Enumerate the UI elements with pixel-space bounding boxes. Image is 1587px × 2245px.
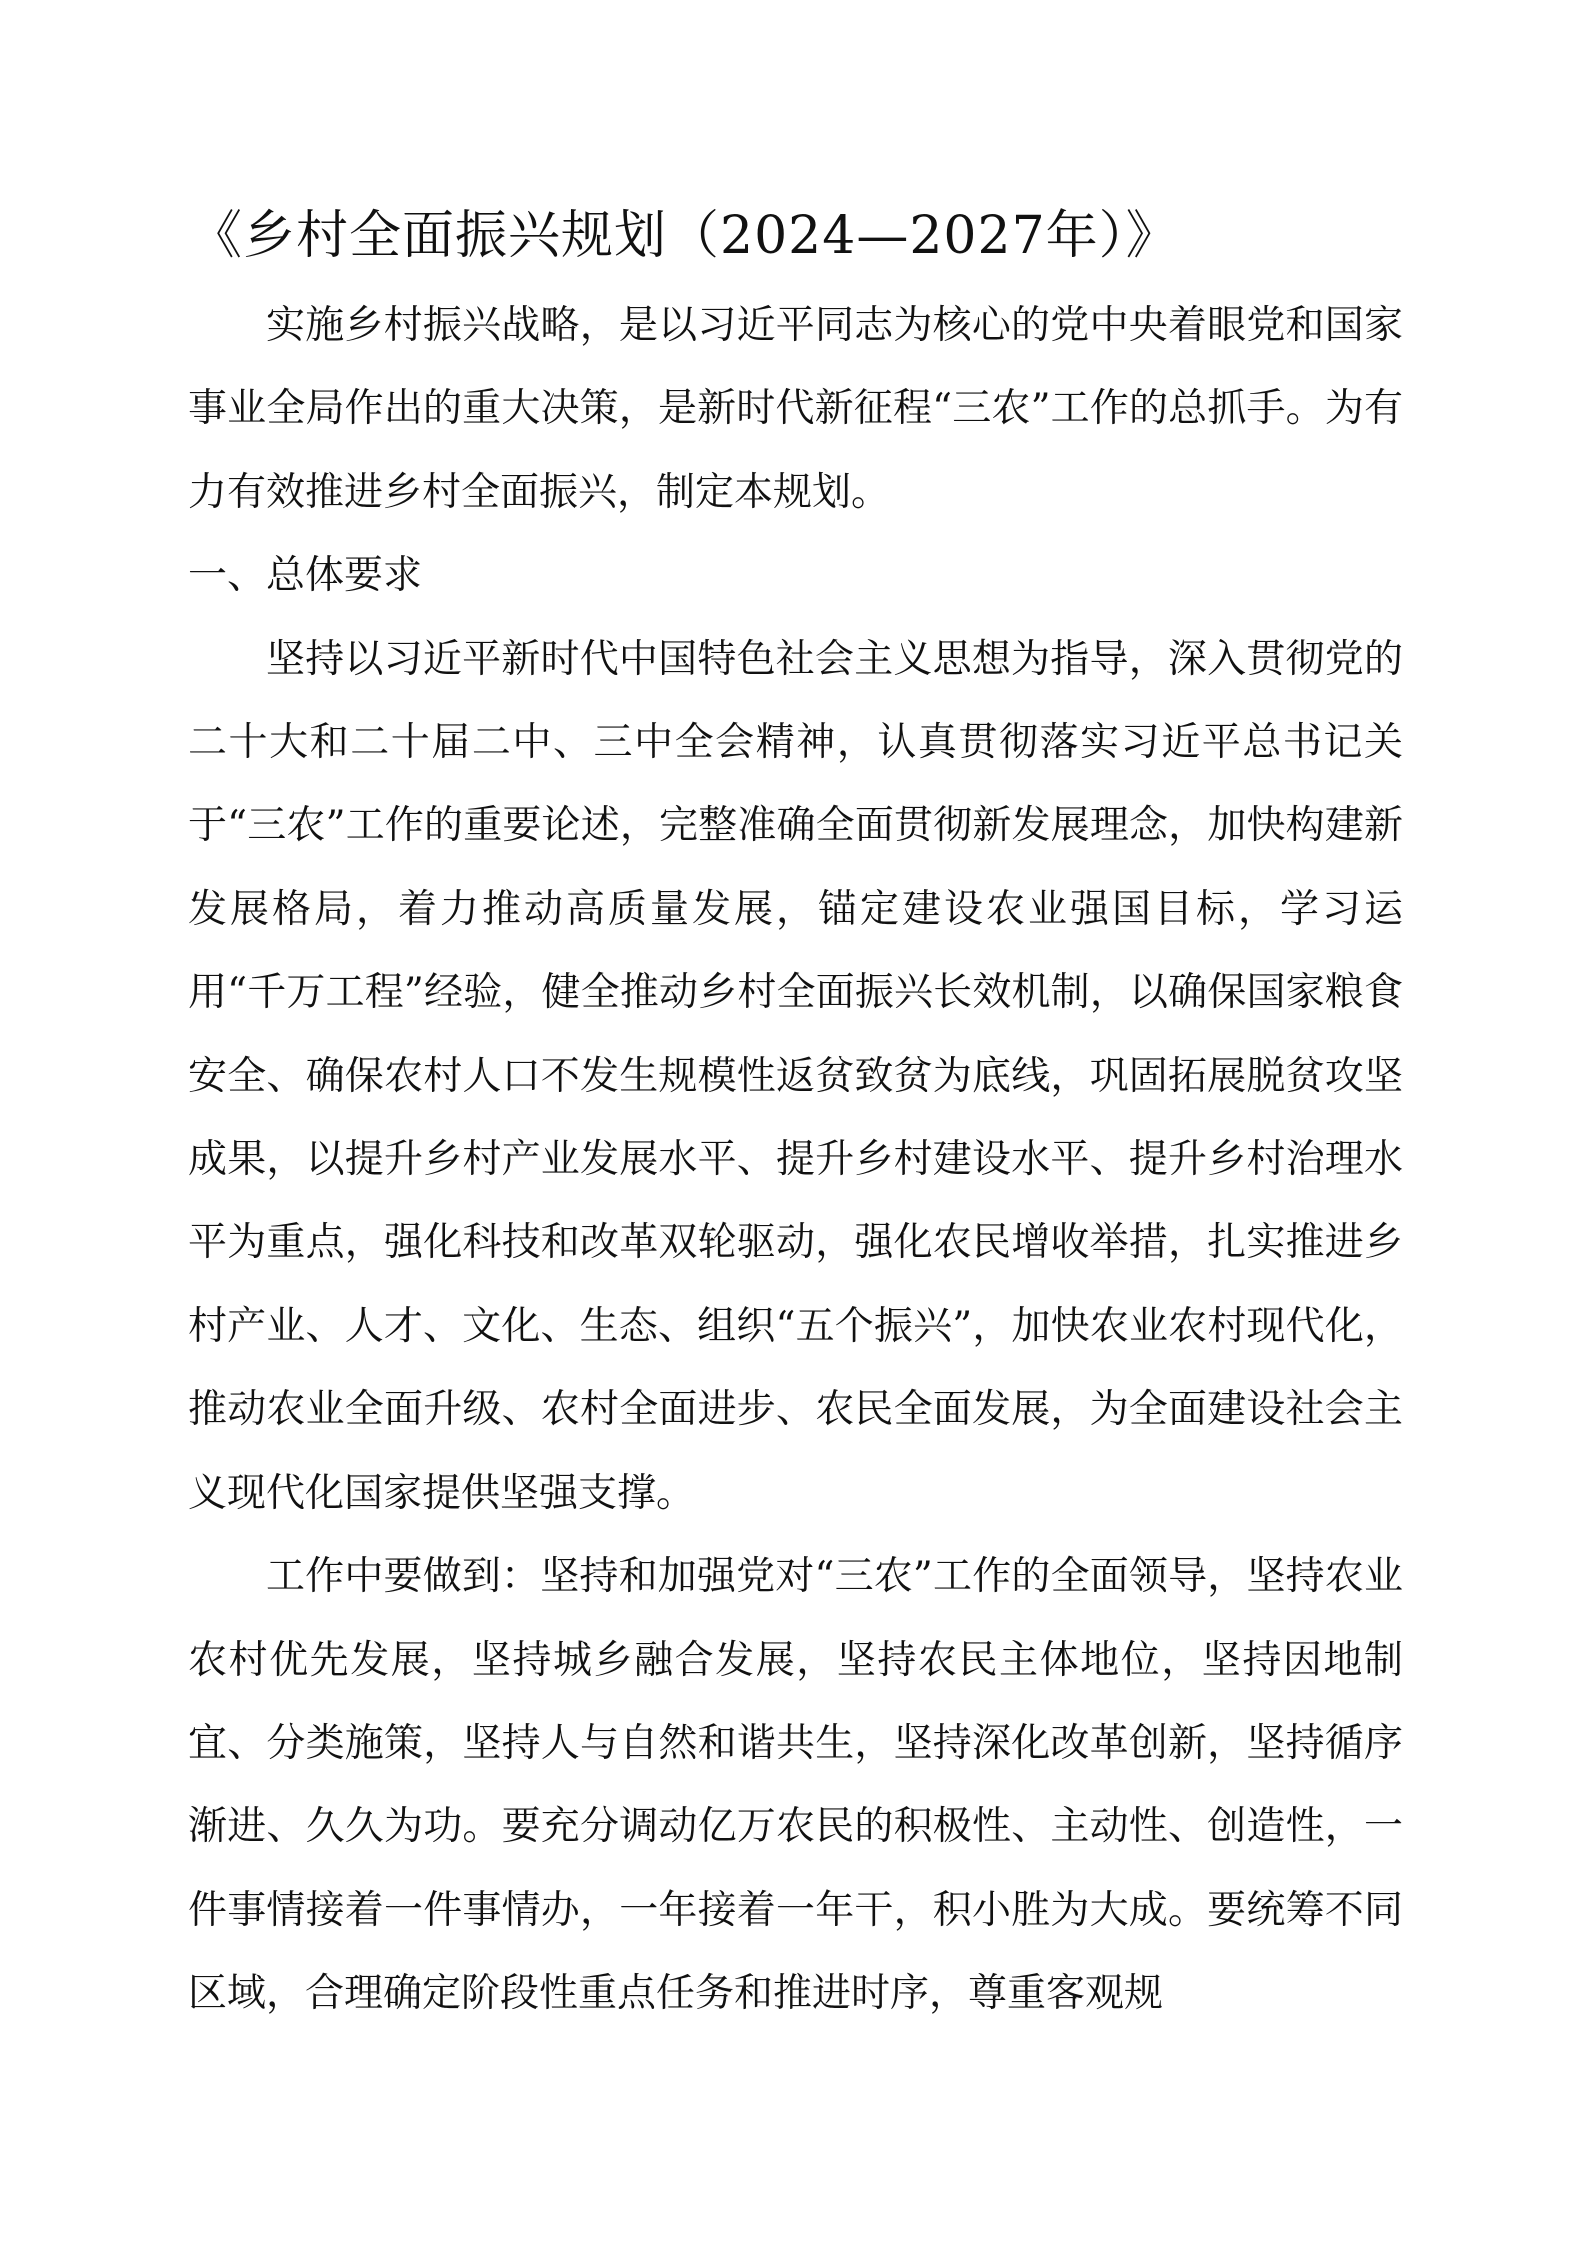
body-paragraph: 坚持以习近平新时代中国特色社会主义思想为指导，深入贯彻党的二十大和二十届二中、三中全会精神，认真贯彻落实习近平总书记关于“三农”工作的重要论述，完整准确全面贯彻新发展理念，加快构建新发展格局，着力推动高质量发展，锚定建设农业强国目标，学习运用“千万工程”经验，健全推动乡村全面振兴长效机制，以确保国家粮食安全、确保农村人口不发生规模性返贫致贫为底线，巩固拓展脱贫攻坚成果，以提升乡村产业发展水平、提升乡村建设水平、提升乡村治理水平为重点，强化科技和改革双轮驱动，强化农民增收举措，扎实推进乡村产业、人才、文化、生态、组织“五个振兴”，加快农业农村现代化，推动农业全面升级、农村全面进步、农民全面发展，为全面建设社会主义现代化国家提供坚强支撑。 <box>188 636 1403 1516</box>
intro-paragraph: 实施乡村振兴战略，是以习近平同志为核心的党中央着眼党和国家事业全局作出的重大决策，是新时代新征程“三农”工作的总抓手。为有力有效推进乡村全面振兴，制定本规划。 <box>188 303 1403 515</box>
document-body <box>188 284 1403 2036</box>
body-paragraph: 工作中要做到：坚持和加强党对“三农”工作的全面领导，坚持农业农村优先发展，坚持城乡融合发展，坚持农民主体地位，坚持因地制宜、分类施策，坚持人与自然和谐共生，坚持深化改革创新，坚持循序渐进、久久为功。要充分调动亿万农民的积极性、主动性、创造性，一件事情接着一件事情办，一年接着一年干，积小胜为大成。要统筹不同区域，合理确定阶段性重点任务和推进时序，尊重客观规 <box>188 1554 1403 2017</box>
document-title: 《乡村全面振兴规划（2024—2027年）》 <box>190 206 1179 266</box>
section-heading: 一、总体要求 <box>188 553 423 599</box>
